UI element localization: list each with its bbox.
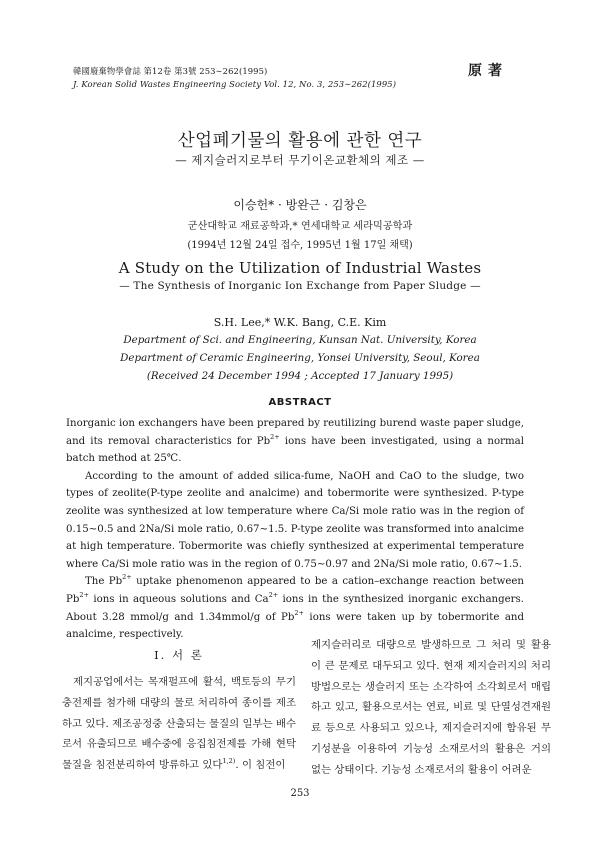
korean-affiliations: 군산대학교 재료공학과,* 연세대학교 세라믹공학과 (187, 221, 413, 232)
abstract-heading: ABSTRACT (268, 397, 332, 408)
received-accepted-dates: (Received 24 December 1994 ; Accepted 17 January 1995) (146, 370, 454, 382)
journal-citation-korean: 韓國廢棄物學會誌 第12卷 第3號 253∼262(1995) (73, 66, 268, 76)
english-title: A Study on the Utilization of Industrial Wastes (118, 259, 482, 277)
section-heading-introduction: I. 서 론 (154, 648, 204, 662)
korean-dates: (1994년 12월 24일 접수, 1995년 1월 17일 채택) (187, 240, 413, 251)
korean-title: 산업폐기물의 활용에 관한 연구 (177, 131, 423, 151)
journal-citation-english: J. Korean Solid Wastes Engineering Society Vol. 12, No. 3, 253∼262(1995) (73, 79, 397, 89)
body-right-column (311, 635, 551, 781)
abstract-paragraph-1: Inorganic ion exchangers have been prepared by reutilizing burend waste paper sludge, and its removal characteristics for $Pb^{2+}$ ions have been investigated, using a normal batch method at 25℃. (66, 418, 524, 465)
english-affiliation-1: Department of Sci. and Engineering, Kunsan Nat. University, Korea (123, 334, 477, 346)
english-subtitle: — The Synthesis of Inorganic Ion Exchange from Paper Sludge — (119, 280, 481, 292)
korean-authors: 이승헌* · 방완근 · 김창은 (233, 198, 367, 212)
korean-subtitle: — 제지슬러지로부터 무기이온교환체의 제조 — (175, 153, 425, 167)
abstract-paragraph-2: According to the amount of added silica-fume, NaOH and CaO to the sludge, two types of zeolite(P-type zeolite and analcime) and tobermorite were synthesized. P-type zeolite was synthesized at low temperature where Ca/Si mole ratio was in the region of 0.15∼0.5 and 2Na/Si mole ratio, 0.67∼1.5. P-type zeolite was transformed into analcime at high temperature. Tobermorite was chiefly synthesized at experimental temperature where Ca/Si mole ratio was in the region of 0.75∼0.97 and 2Na/Si mole ratio, 0.67∼1.5. (66, 470, 524, 570)
body-left-column (62, 672, 296, 776)
page-number: 253 (290, 788, 310, 799)
abstract-paragraph-3: The $Pb^{2+}$ uptake phenomenon appeared to be a cation–exchange reaction between $Pb^{2+}$ ions in aqueous solutions and $Ca^{2+}$ ions in the synthesized inorganic exchangers. About 3.28 mmol/g and 1.34mmol/g of $Pb^{2+}$ ions were taken up by tobermorite and analcime, respectively. (66, 573, 524, 641)
english-authors: S.H. Lee,* W.K. Bang, C.E. Kim (213, 316, 387, 329)
intro-paragraph-continued: 제지슬러리로 대량으로 발생하므로 그 처리 및 활용이 큰 문제로 대두되고 있다. 현재 제지슬러지의 처리방법으로는 생슬러지 또는 소각하여 소각회로서 매립하고 있고, 활용으로서는 연료, 비료 및 단열성견재원료 등으로 사용되고 있으나, 제지슬러지에 함유된 무기성분을 이용하여 기능성 소재로서의 활용은 거의 없는 상태이다. 기능성 소재로서의 활용이 어려운 (311, 639, 551, 776)
abstract-body (66, 415, 524, 644)
english-affiliation-2: Department of Ceramic Engineering, Yonsei University, Seoul, Korea (120, 352, 480, 364)
article-type-label: 原著 (468, 63, 508, 79)
intro-paragraph: 제지공업에서는 목재펄프에 활석, 백토등의 무기충전제를 첨가해 대량의 물로 처리하여 종이를 제조하고 있다. 제조공정중 산출되는 물질의 일부는 배수로서 유출되므로 배수중에 응집침전제를 가해 현탁물질을 침전분리하여 방류하고 있다$^{1,2)}$. 이 침전이 (62, 676, 296, 772)
